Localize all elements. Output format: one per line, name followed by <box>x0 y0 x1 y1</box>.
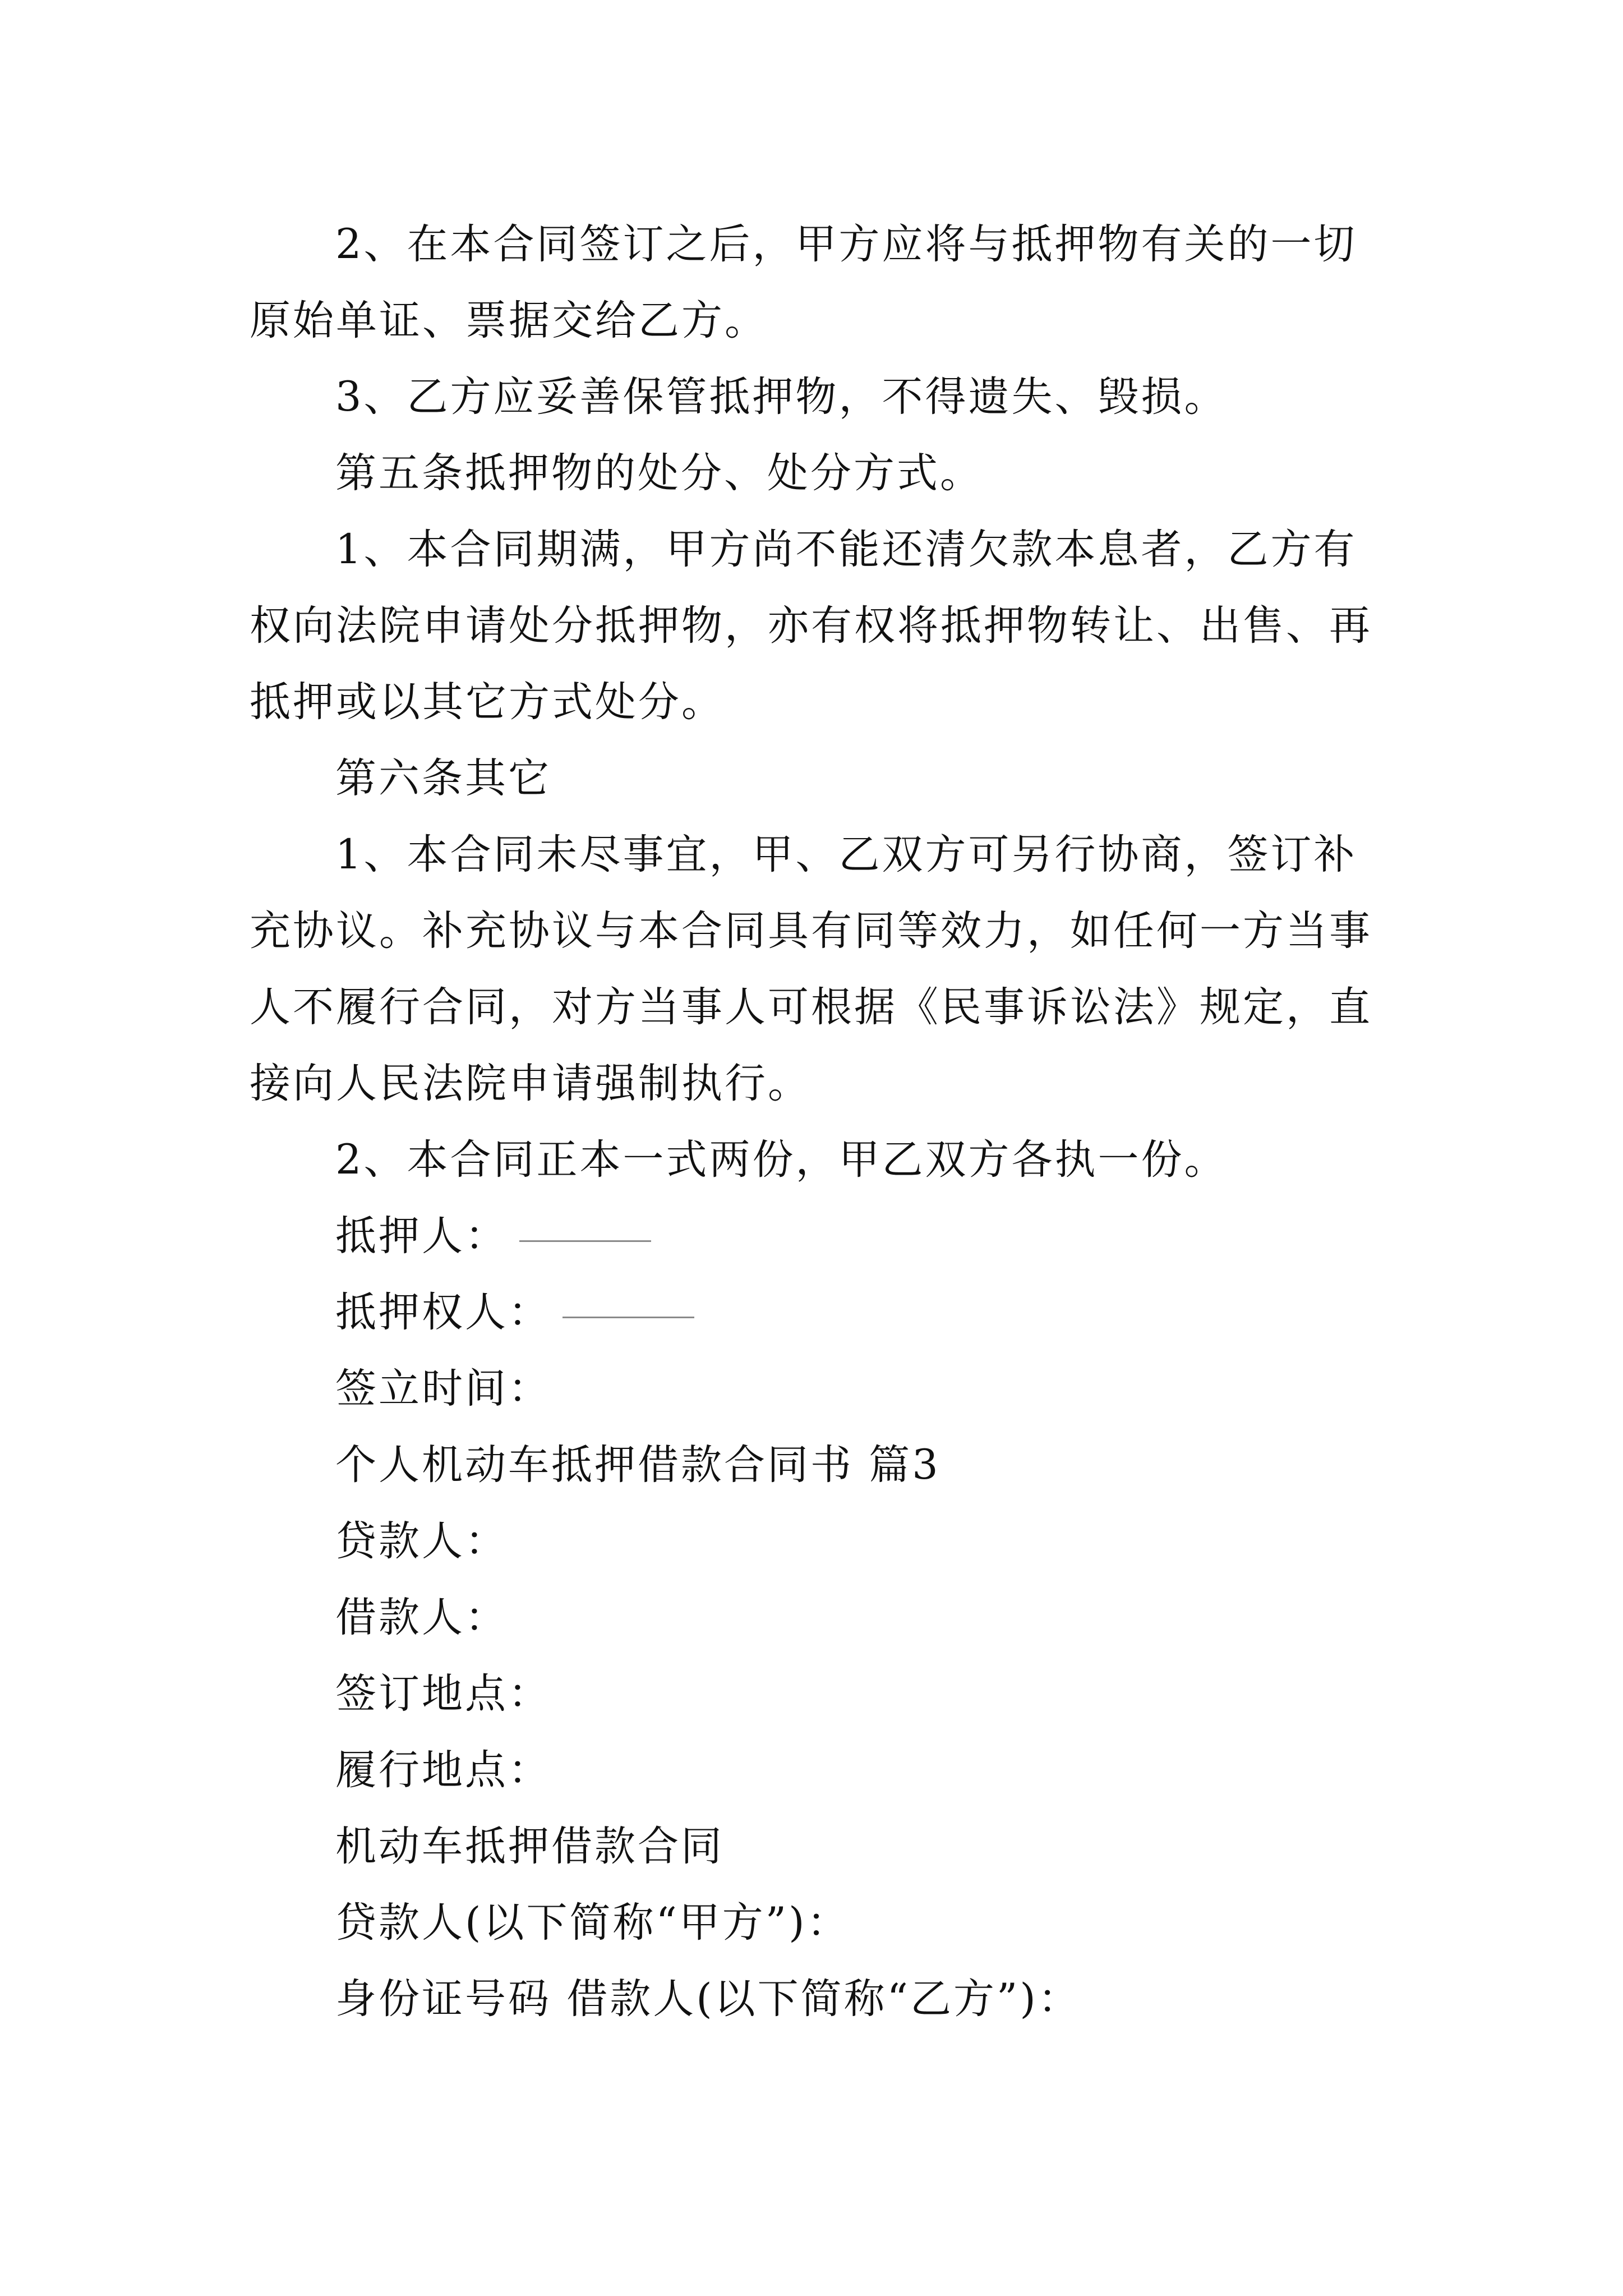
mortgagor-signature-row <box>250 1198 1382 1274</box>
clause5-item1-line3: 抵押或以其它方式处分。 <box>250 678 725 726</box>
mortgagor-signature-line <box>519 1240 651 1242</box>
borrower-party: 身份证号码 借款人(以下简称“乙方”)： <box>335 1975 1081 2023</box>
document-page <box>250 0 1382 2296</box>
clause5-heading: 第五条抵押物的处分、处分方式。 <box>335 449 983 497</box>
clause6-item1-line1: 1、本合同未尽事宜，甲、乙双方可另行协商，签订补 <box>335 831 1357 878</box>
clause6-item1-line3: 人不履行合同，对方当事人可根据《民事诉讼法》规定，直 <box>250 983 1372 1031</box>
sign-date-label: 签立时间： <box>335 1365 551 1412</box>
clause6-item1-line4: 接向人民法院申请强制执行。 <box>250 1060 811 1107</box>
clause6-item1-line2: 充协议。补充协议与本合同具有同等效力，如任何一方当事 <box>250 907 1372 955</box>
section3-title: 个人机动车抵押借款合同书 篇3 <box>335 1441 940 1489</box>
mortgagor-label: 抵押人： <box>335 1212 508 1260</box>
clause4-item3: 3、乙方应妥善保管抵押物，不得遗失、毁损。 <box>335 373 1228 421</box>
clause5-item1-line2: 权向法院申请处分抵押物，亦有权将抵押物转让、出售、再 <box>250 602 1372 650</box>
clause4-item2-line2: 原始单证、票据交给乙方。 <box>250 297 768 344</box>
sign-place-label: 签订地点： <box>335 1670 551 1718</box>
clause4-item2-line1: 2、在本合同签订之后，甲方应将与抵押物有关的一切 <box>335 220 1357 268</box>
mortgagee-signature-line <box>562 1317 694 1318</box>
clause6-item2: 2、本合同正本一式两份，甲乙双方各执一份。 <box>335 1136 1228 1184</box>
mortgagee-signature-row <box>250 1274 1382 1351</box>
lender-party: 贷款人(以下简称“甲方”)： <box>335 1899 850 1947</box>
mortgagee-label: 抵押权人： <box>335 1289 551 1336</box>
contract-title: 机动车抵押借款合同 <box>335 1823 724 1870</box>
clause6-heading: 第六条其它 <box>335 754 551 802</box>
borrower-label: 借款人： <box>335 1594 508 1641</box>
lender-label: 贷款人： <box>335 1517 508 1565</box>
perform-place-label: 履行地点： <box>335 1746 551 1794</box>
clause5-item1-line1: 1、本合同期满，甲方尚不能还清欠款本息者，乙方有 <box>335 526 1357 573</box>
